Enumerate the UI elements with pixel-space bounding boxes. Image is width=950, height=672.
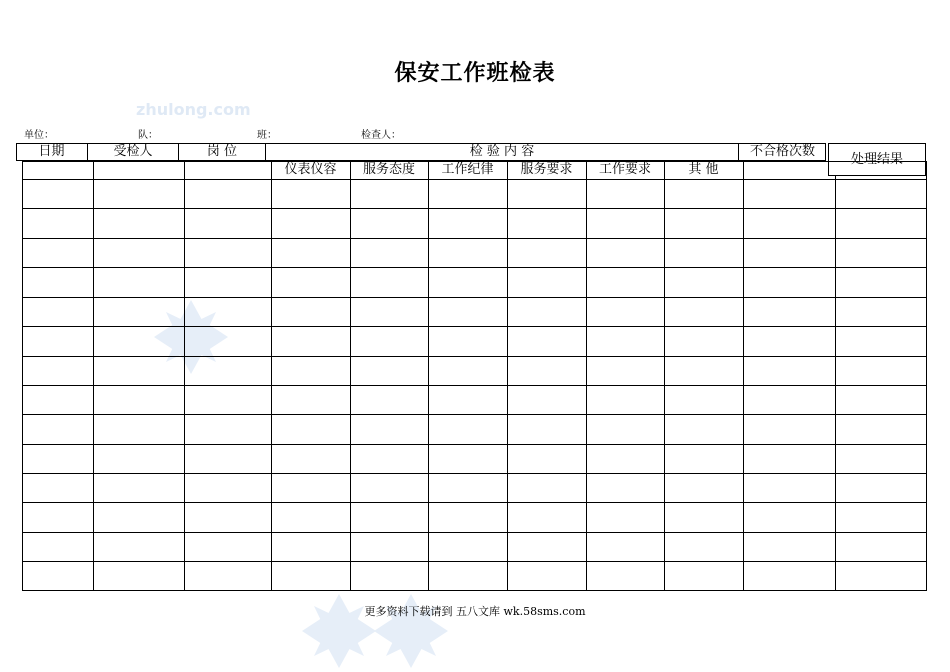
subheader-work-requirements: 工作要求 [598,162,651,177]
subheader-service-attitude: 服务态度 [362,162,415,177]
header-post: 岗 位 [179,143,266,161]
inspector-label: 检查人： [361,130,401,141]
header-fail-count: 不合格次数 [749,144,815,159]
watermark-text: zhulong.com [136,100,251,119]
shift-label: 班： [257,130,277,141]
header-result: 处理结果 [828,143,926,176]
header-inspectee: 受检人 [88,143,179,161]
header-date: 日期 [16,143,88,161]
subheader-appearance: 仪表仪容 [284,162,337,177]
subheader-service-requirements: 服务要求 [520,162,573,177]
page-title: 保安工作班检表 [394,61,556,86]
subheader-other: 其 他 [688,162,719,177]
subheader-work-discipline: 工作纪律 [441,162,494,177]
unit-label: 单位： [24,130,54,141]
footer-note: 更多资料下载请到 五八文库 wk.58sms.com [364,605,586,618]
header-inspection-content: 检 验 内 容 [266,143,739,161]
team-label: 队： [138,130,158,141]
